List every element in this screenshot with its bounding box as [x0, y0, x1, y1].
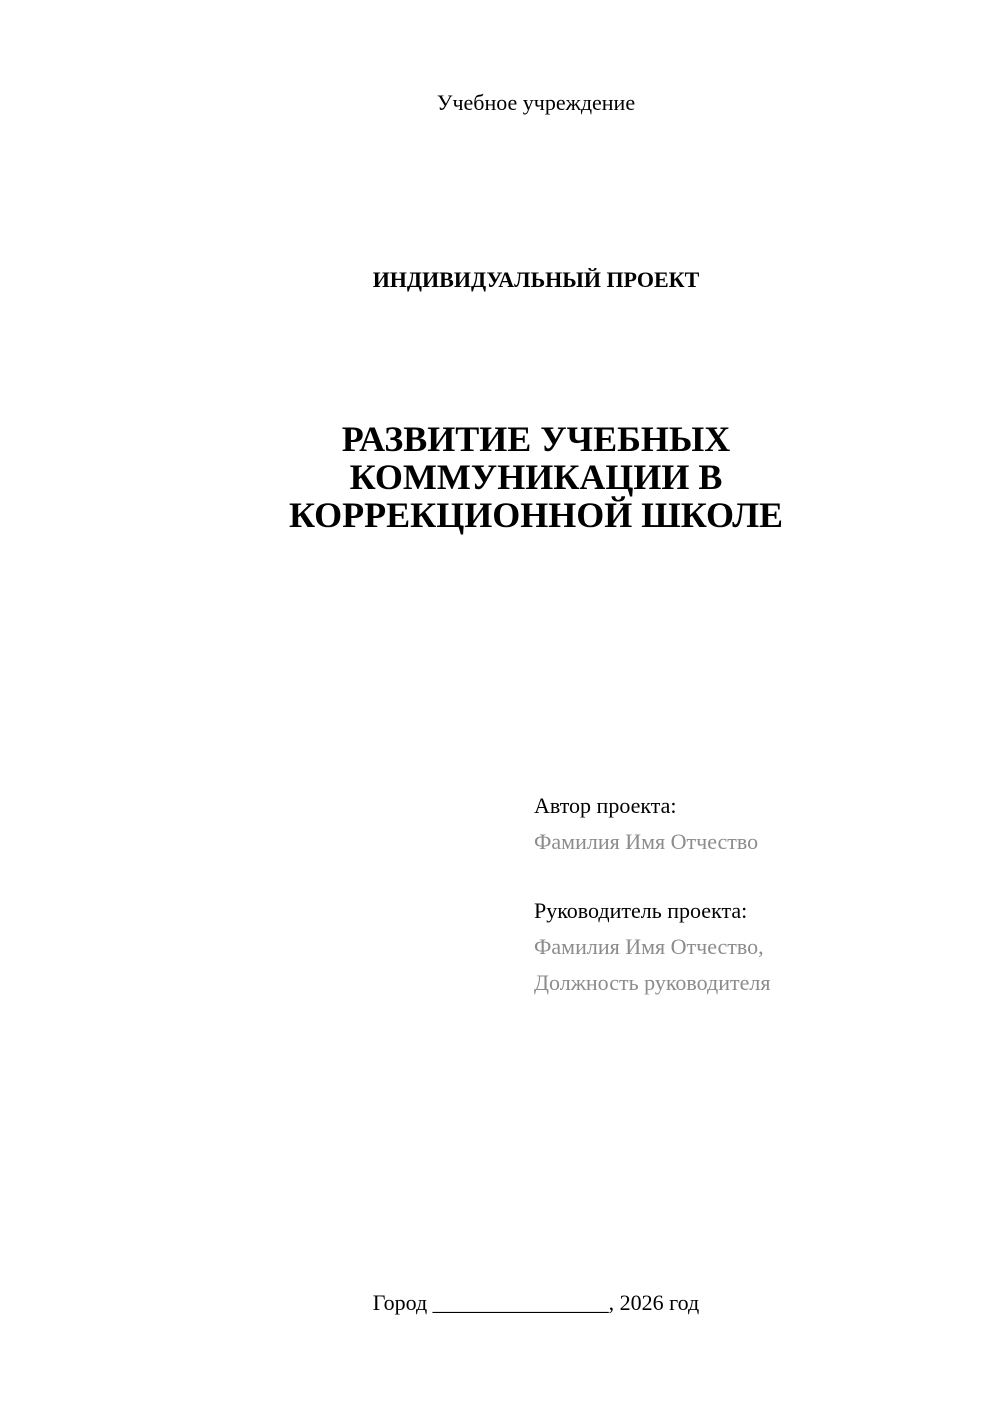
supervisor-position: Должность руководителя: [534, 970, 771, 995]
author-name: Фамилия Имя Отчество: [534, 829, 759, 854]
project-credits: [534, 788, 974, 1001]
city-year-footer: Город ________________, 2026 год: [372, 1290, 700, 1315]
project-title-line: РАЗВИТИЕ УЧЕБНЫХ: [341, 419, 731, 459]
supervisor-label: Руководитель проекта:: [534, 898, 748, 923]
project-title: [0, 420, 1000, 534]
supervisor-name: Фамилия Имя Отчество,: [534, 934, 764, 959]
institution-name: Учебное учреждение: [436, 90, 636, 115]
credits-spacer: [534, 860, 974, 893]
project-title-line: КОММУНИКАЦИИ В: [349, 457, 723, 497]
project-title-line: КОРРЕКЦИОННОЙ ШКОЛЕ: [288, 495, 784, 535]
author-label: Автор проекта:: [534, 793, 677, 818]
document-type: ИНДИВИДУАЛЬНЫЙ ПРОЕКТ: [372, 267, 700, 292]
